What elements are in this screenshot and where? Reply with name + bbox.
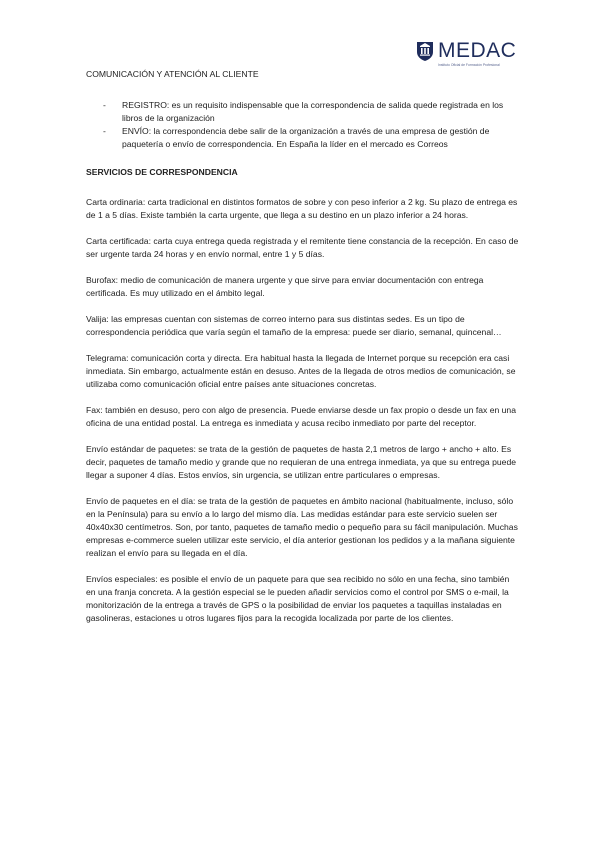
- paragraph-envio-estandar: Envío estándar de paquetes: se trata de la gestión de paquetes de hasta 2,1 metros de largo + ancho + alto. Es decir, paquetes de tamaño medio y grande que no requieran de una entrega inmediata, ya que su entrega puede llegar a suponer 4 días. Estos envíos, sin urgencia, se utilizan entre particulares o empresas.: [86, 444, 516, 480]
- document-title: COMUNICACIÓN Y ATENCIÓN AL CLIENTE: [86, 69, 259, 79]
- shield-icon: [416, 40, 434, 62]
- paragraph-carta-ordinaria: Carta ordinaria: carta tradicional en distintos formatos de sobre y con peso inferior a 2 kg. Su plazo de entrega es de 1 a 5 días. Existe también la carta urgente, que llega a su destino en un plazo inferior a 24 horas.: [86, 197, 518, 220]
- brand-subtitle: Instituto Oficial de Formación Profesional: [438, 63, 500, 67]
- paragraph-burofax: Burofax: medio de comunicación de manera urgente y que sirve para enviar documentación con entrega certificada. Es muy utilizado en el ámbito legal.: [86, 275, 484, 298]
- paragraph-telegrama: Telegrama: comunicación corta y directa. Era habitual hasta la llegada de Internet porque su recepción era casi inmediata. Sin embargo, actualmente están en desuso. Antes de la llegada de otros medios de comunicación, se utilizaba como comunicación oficial entre países ante situaciones concretas.: [86, 353, 516, 389]
- section-title: SERVICIOS DE CORRESPONDENCIA: [86, 167, 238, 177]
- paragraph-fax: Fax: también en desuso, pero con algo de presencia. Puede enviarse desde un fax propio o desde un fax en una oficina de una entidad postal. La entrega es inmediata y acusa recibo inmediato por parte del receptor.: [86, 405, 516, 428]
- bullet-item-envio: - ENVÍO: la correspondencia debe salir de la organización a través de una empresa de gestión de paquetería o envío de correspondencia. En España la líder en el mercado es Correos: [86, 125, 521, 151]
- document-body: [86, 68, 521, 638]
- paragraph-envios-especiales: Envíos especiales: es posible el envío de un paquete para que sea recibido no sólo en una fecha, sino también en una franja concreta. A la gestión especial se le pueden añadir servicios como el control por SMS o e-mail, la monitorización de la entrega a través de GPS o la posibilidad de enviar los paquetes a taquillas instaladas en gasolineras, estaciones u otros lugares fijos para la recogida localizada por parte de los clientes.: [86, 574, 510, 623]
- bullet-item-registro: - REGISTRO: es un requisito indispensable que la correspondencia de salida quede registrada en los libros de la organización: [86, 99, 521, 125]
- brand-name: MEDAC: [438, 39, 517, 62]
- paragraph-valija: Valija: las empresas cuentan con sistemas de correo interno para sus distintas sedes. Es un tipo de correspondencia periódica que varía según el tamaño de la empresa: puede ser diario, semanal, quincenal…: [86, 314, 502, 337]
- paragraph-envio-en-el-dia: Envío de paquetes en el día: se trata de la gestión de paquetes en ámbito nacional (habitualmente, incluso, sólo en la Península) para su envío a lo largo del mismo día. Las medidas estándar para este servicio suelen ser 40x40x30 centímetros. Son, por tanto, paquetes de tamaño medio o pequeño para su fácil manipulación. Muchas empresas e-commerce suelen utilizar este servicio, el día anterior gestionan los pedidos y a la mañana siguiente realizan el envío para su llegada en el día.: [86, 496, 518, 558]
- bullet-list: [86, 99, 521, 151]
- brand-logo: [416, 40, 516, 68]
- paragraph-carta-certificada: Carta certificada: carta cuya entrega queda registrada y el remitente tiene constancia de la recepción. En caso de ser urgente tarda 24 horas y en envío normal, entre 1 y 5 días.: [86, 236, 519, 259]
